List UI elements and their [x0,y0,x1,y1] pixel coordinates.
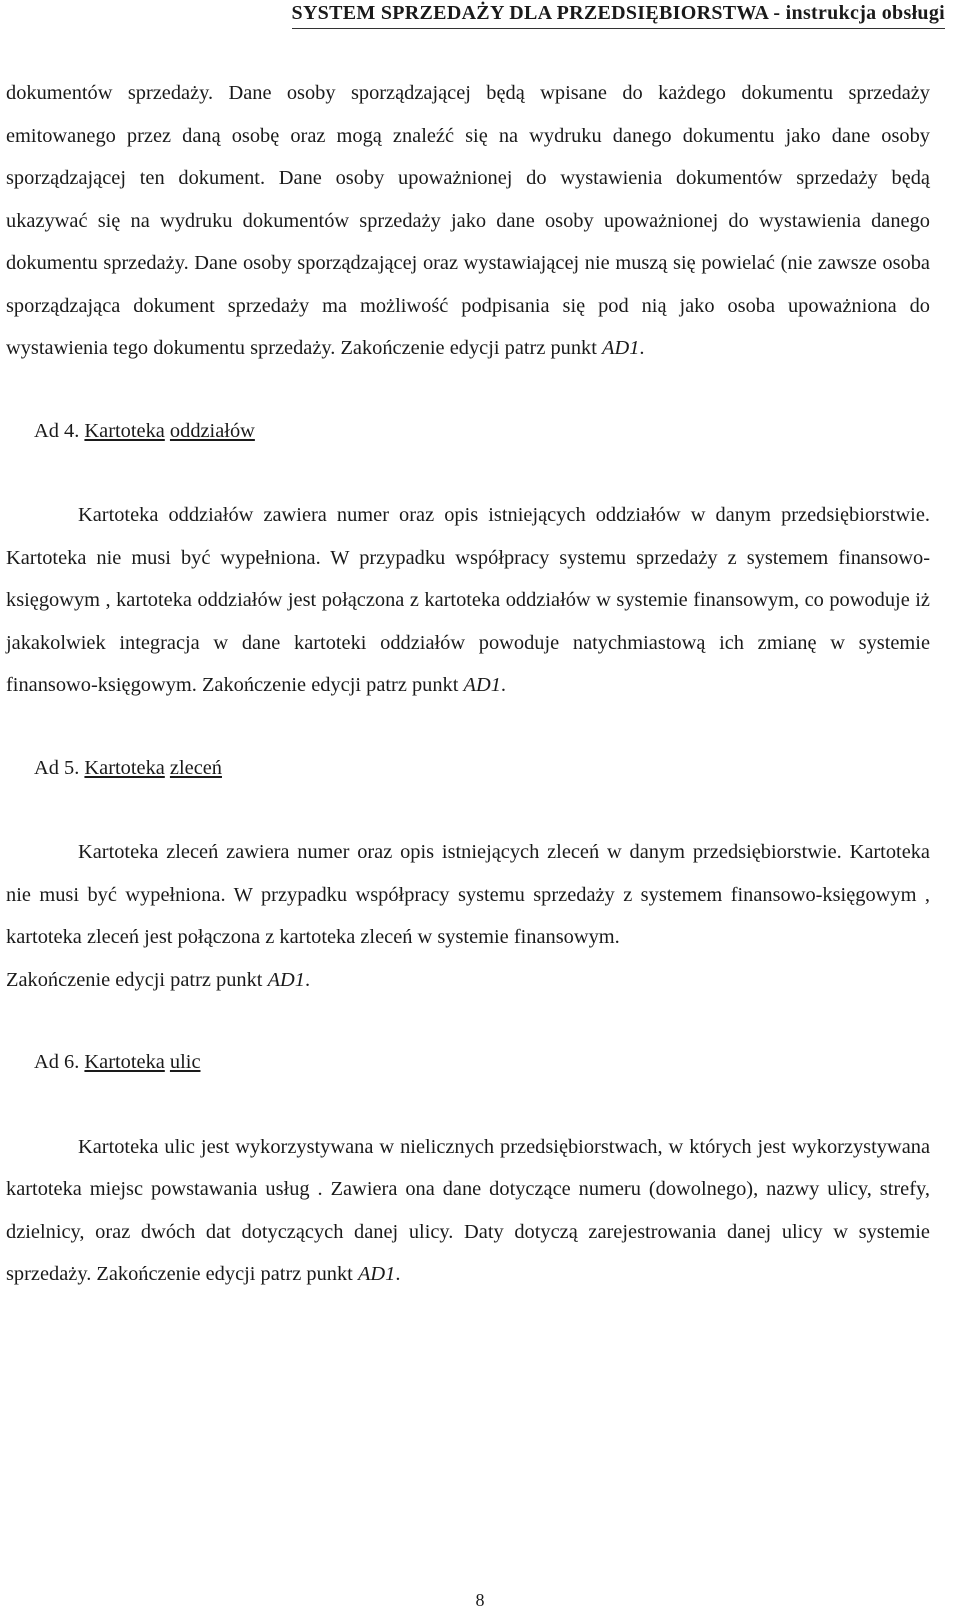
section-body-ad5: Kartoteka zleceń zawiera numer oraz opis istniejących zleceń w danym przedsiębiorstwie. Kartoteka nie musi być wypełniona. W przypadku współpracy systemu sprzedaży z systemem finansowo-księgowym , kartoteka zleceń jest połączona z kartoteka zleceń w systemie finansowym. [6,841,930,948]
section-title-word: zleceń [169,756,222,779]
section-heading-ad6 [6,1041,930,1084]
section-title-word: Kartoteka [84,756,165,779]
section-closing-ad5: Zakończenie edycji patrz punkt AD1. [6,968,311,991]
section-title-word: oddziałów [169,419,255,442]
intro-text: dokumentów sprzedaży. Dane osoby sporządzającej będą wpisane do każdego dokumentu sprzedaży emitowanego przez daną osobę oraz mogą znaleźć się na wydruku danego dokumentu jako dane osoby sporządzającej ten dokument. Dane osoby upoważnionej do wystawienia dokumentów sprzedaży będą ukazywać się na wydruku dokumentów sprzedaży jako dane osoby upoważnionej do wystawienia danego dokumentu sprzedaży. Dane osoby sporządzającej oraz wystawiającej nie muszą się powielać (nie zawsze osoba sporządzająca dokument sprzedaży ma możliwość podpisania się pod nią jako osoba upoważniona do wystawienia tego dokumentu sprzedaży. Zakończenie edycji patrz punkt [6,82,930,359]
section-title-word: Kartoteka [84,1051,165,1073]
section-ref: AD1 [267,968,305,991]
section-title-word: Kartoteka [84,419,165,442]
section-prefix: Ad 6. [34,1051,80,1073]
section-prefix: Ad 4. [34,419,80,442]
intro-ref: AD1 [602,337,640,359]
section-ref: AD1 [357,1263,396,1285]
document-body [6,72,930,1296]
section-heading-ad4 [6,410,930,453]
section-body-ad6: Kartoteka ulic jest wykorzystywana w nielicznych przedsiębiorstwach, w których jest wykorzystywana kartoteka miejsc powstawania usług . Zawiera ona dane dotyczące numeru (dowolnego), nazwy ulicy, strefy, dzielnicy, oraz dwóch dat dotyczących danej ulicy. Daty dotyczą zarejestrowania danej ulicy w systemie sprzedaży. Zakończenie edycji patrz punkt AD1. [6,1135,930,1285]
section-body-ad4: Kartoteka oddziałów zawiera numer oraz opis istniejących oddziałów w danym przedsiębiorstwie. Kartoteka nie musi być wypełniona. W przypadku współpracy systemu sprzedaży z systemem finansowo-księgowym , kartoteka oddziałów jest połączona z kartoteka oddziałów w systemie finansowym, co powoduje iż jakakolwiek integracja w dane kartoteki oddziałów powoduje natychmiastową ich zmianę w systemie finansowo-księgowym. Zakończenie edycji patrz punkt AD1. [6,504,930,696]
page-header: SYSTEM SPRZEDAŻY DLA PRZEDSIĘBIORSTWA - instrukcja obsługi [292,2,945,29]
section-title-word: ulic [169,1051,201,1073]
page-number: 8 [475,1590,485,1610]
section-heading-ad5 [6,747,930,790]
section-prefix: Ad 5. [34,756,80,779]
intro-paragraph: dokumentów sprzedaży. Dane osoby sporządzającej będą wpisane do każdego dokumentu sprzedaży emitowanego przez daną osobę oraz mogą znaleźć się na wydruku danego dokumentu jako dane osoby sporządzającej ten dokument. Dane osoby upoważnionej do wystawienia dokumentów sprzedaży będą ukazywać się na wydruku dokumentów sprzedaży jako dane osoby upoważnionej do wystawienia danego dokumentu sprzedaży. Dane osoby sporządzającej oraz wystawiającej nie muszą się powielać (nie zawsze osoba sporządzająca dokument sprzedaży ma możliwość podpisania się pod nią jako osoba upoważniona do wystawienia tego dokumentu sprzedaży. Zakończenie edycji patrz punkt AD1. [6,82,930,359]
section-ref: AD1 [463,674,501,696]
